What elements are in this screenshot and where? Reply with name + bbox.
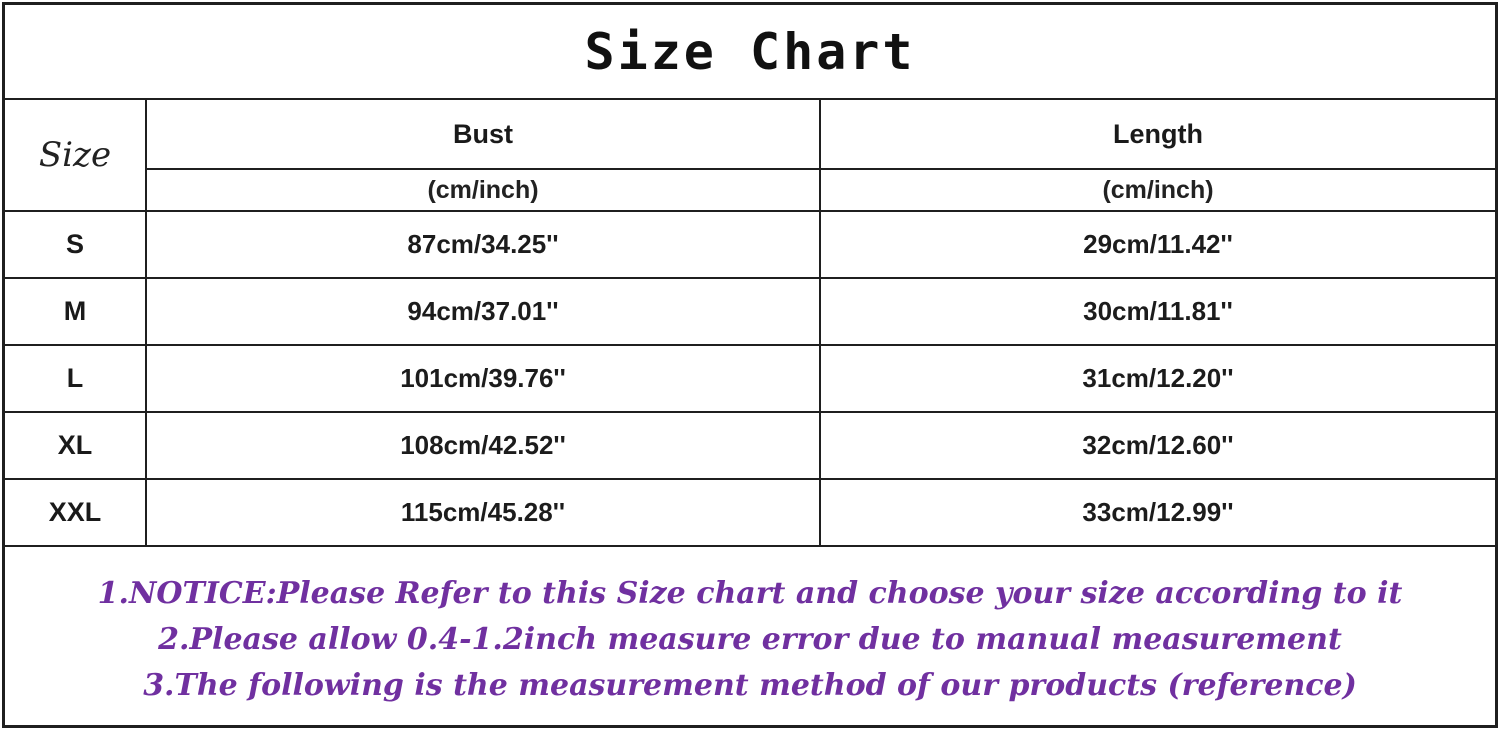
- size-chart-panel: [2, 2, 1498, 728]
- bust-value-l: 101cm/39.76'': [147, 346, 819, 411]
- bust-value-m: 94cm/37.01'': [147, 279, 819, 344]
- size-label-l: L: [5, 346, 145, 411]
- bust-column-header: Bust: [147, 100, 819, 168]
- size-label-m: M: [5, 279, 145, 344]
- bust-unit-label: (cm/inch): [147, 170, 819, 210]
- notice-line-1: 1.NOTICE:Please Refer to this Size chart and choose your size according to it: [97, 576, 1403, 611]
- size-label-s: S: [5, 212, 145, 277]
- length-unit-label: (cm/inch): [821, 170, 1495, 210]
- notice-section: [5, 545, 1495, 725]
- notice-line-3: 3.The following is the measurement method of our products (reference): [143, 668, 1357, 703]
- notice-line-2: 2.Please allow 0.4-1.2inch measure error due to manual measurement: [158, 622, 1342, 657]
- length-column-header: Length: [821, 100, 1495, 168]
- size-table: [5, 100, 1495, 545]
- length-value-s: 29cm/11.42'': [821, 212, 1495, 277]
- size-label-xl: XL: [5, 413, 145, 478]
- size-label-xxl: XXL: [5, 480, 145, 545]
- title-section: [5, 5, 1495, 100]
- length-value-m: 30cm/11.81'': [821, 279, 1495, 344]
- bust-value-s: 87cm/34.25'': [147, 212, 819, 277]
- bust-value-xxl: 115cm/45.28'': [147, 480, 819, 545]
- length-value-l: 31cm/12.20'': [821, 346, 1495, 411]
- length-value-xxl: 33cm/12.99'': [821, 480, 1495, 545]
- page-title: Size Chart: [584, 22, 916, 81]
- bust-value-xl: 108cm/42.52'': [147, 413, 819, 478]
- size-column-header-cell: [5, 100, 145, 210]
- length-value-xl: 32cm/12.60'': [821, 413, 1495, 478]
- size-column-header-label: Size: [38, 135, 112, 175]
